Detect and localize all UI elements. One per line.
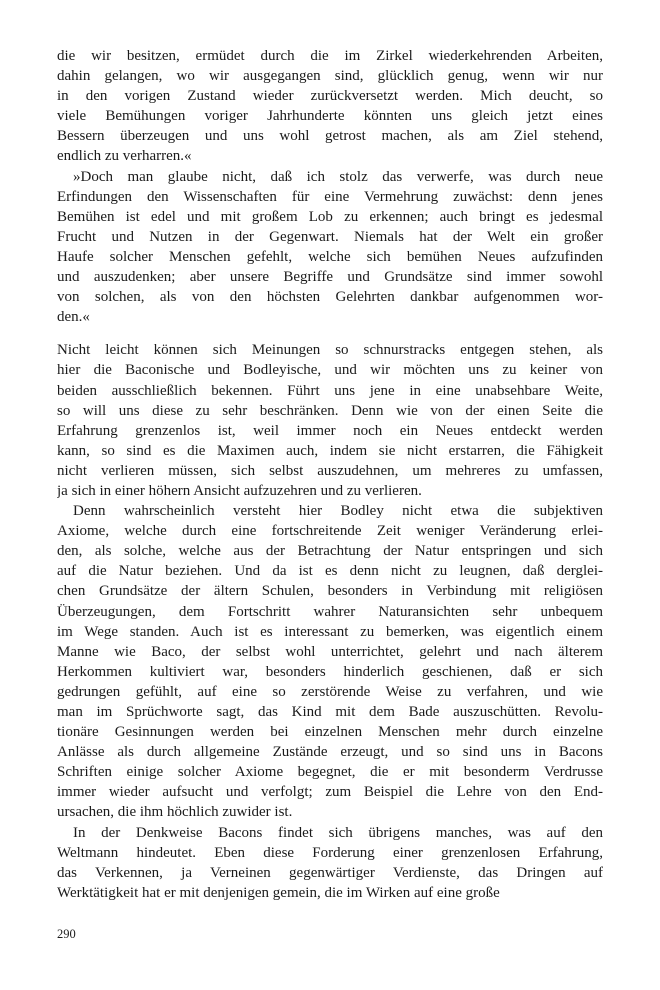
text-line: ursachen, die ihm höchlich zuwider ist.: [57, 804, 293, 821]
paragraph: [57, 823, 603, 903]
text-line: hier die Baconische und Bodleyische, und wir möchten uns zu keiner von: [57, 362, 603, 379]
page-number: 290: [57, 927, 76, 941]
text-line: tionäre Gesinnungen werden bei einzelnen Menschen mehr durch einzelne: [57, 724, 603, 741]
text-line: die wir besitzen, ermüdet durch die im Zirkel wiederkehrenden Arbeiten,: [57, 48, 603, 64]
text-line: man im Sprüchworte sagt, das Kind mit dem Bade auszuschütten. Revolu-: [57, 704, 603, 720]
text-line: chen Grundsätze der ältern Schulen, besonders in Verbindung mit religiösen: [57, 583, 603, 600]
text-line: ja sich in einer höhern Ansicht aufzuzehren und zu verlieren.: [57, 482, 422, 499]
text-line: viele Bemühungen voriger Jahrhunderte könnten uns gleich jetzt eines: [57, 108, 603, 125]
text-line: Herkommen kultiviert war, besonders hinderlich geschienen, daß er sich: [57, 663, 603, 680]
text-line: Denn wahrscheinlich versteht hier Bodley nicht etwa die subjektiven: [73, 503, 603, 520]
text-line: nicht verlieren müssen, sich selbst auszudehnen, um mehreres zu umfassen,: [57, 462, 603, 479]
text-line: Bessern überzeugen und uns wohl getrost machen, als am Ziel stehend,: [57, 128, 603, 145]
text-line: den.«: [57, 309, 90, 326]
text-line: Schriften einige solcher Axiome begegnet, die er mit besonderm Verdrusse: [57, 764, 603, 781]
text-line: im Wege standen. Auch ist es interessant zu bemerken, was eigentlich einem: [57, 623, 603, 640]
text-line: Erfindungen den Wissenschaften für eine Vermehrung zuwächst: denn jenes: [57, 188, 603, 205]
text-line: gedrungen gefühlt, auf eine so zerstörende Weise zu verfahren, und wie: [57, 683, 603, 700]
paragraph: [57, 46, 603, 167]
text-line: Bemühen ist edel und mit großem Lob zu erkennen; auch bringt es jedesmal: [57, 208, 603, 225]
text-line: Haufe solcher Menschen gefehlt, welche sich bemühen Neues aufzufinden: [57, 248, 603, 265]
text-line: den, als solche, welche aus der Betrachtung der Natur entspringen und sich: [57, 543, 603, 560]
text-line: auf die Natur beziehen. Und da ist es denn nicht zu leugnen, daß derglei-: [57, 563, 603, 580]
text-line: das Verkennen, ja Verneinen gegenwärtiger Verdienste, das Dringen auf: [57, 864, 603, 881]
text-line: »Doch man glaube nicht, daß ich stolz das verwerfe, was durch neue: [73, 168, 603, 185]
text-line: in den vorigen Zustand wieder zurückversetzt werden. Mich deucht, so: [57, 88, 603, 105]
paragraph: [57, 340, 603, 501]
paragraph: [57, 501, 603, 823]
text-line: In der Denkweise Bacons findet sich übrigens manches, was auf den: [73, 824, 603, 841]
text-line: endlich zu verharren.«: [57, 148, 192, 165]
text-line: Axiome, welche durch eine fortschreitende Zeit weniger Veränderung erlei-: [57, 523, 603, 540]
text-line: so will uns diese zu sehr beschränken. Denn wie von der einen Seite die: [57, 402, 603, 419]
text-line: und auszudenken; aber unsere Begriffe und Grundsätze sind immer sowohl: [57, 269, 603, 286]
text-line: kann, so sind es die Maximen auch, indem sie nicht erstarren, die Fähigkeit: [57, 442, 603, 459]
text-line: beiden ausschließlich bekennen. Führt uns jene in eine unabsehbare Weite,: [57, 382, 603, 399]
text-line: von solchen, als von den höchsten Gelehrten dankbar aufgenommen wor-: [57, 289, 603, 306]
text-line: Anlässe als durch allgemeine Zustände erzeugt, und so sind uns in Bacons: [57, 744, 603, 761]
text-line: Überzeugungen, dem Fortschritt wahrer Naturansichten sehr unbequem: [57, 603, 603, 620]
text-line: Werktätigkeit hat er mit denjenigen gemein, die im Wirken auf eine große: [57, 884, 500, 901]
text-line: dahin gelangen, wo wir ausgegangen sind, glücklich genug, wenn wir nur: [57, 68, 603, 85]
text-line: Nicht leicht können sich Meinungen so schnurstracks entgegen stehen, als: [57, 342, 603, 359]
text-line: Erfahrung grenzenlos ist, weil immer noch ein Neues entdeckt werden: [57, 422, 603, 439]
paragraph: [57, 167, 603, 328]
text-line: Frucht und Nutzen in der Gegenwart. Niemals hat der Welt ein großer: [57, 228, 603, 245]
text-line: Manne wie Baco, der selbst wohl unterrichtet, gelehrt und nach älterem: [57, 643, 603, 660]
text-line: Weltmann hindeutet. Eben diese Forderung einer grenzenlosen Erfahrung,: [57, 844, 603, 861]
text-line: immer wieder aufsucht und verfolgt; zum Beispiel die Lehre von den End-: [57, 784, 603, 801]
page-text: [57, 46, 603, 903]
